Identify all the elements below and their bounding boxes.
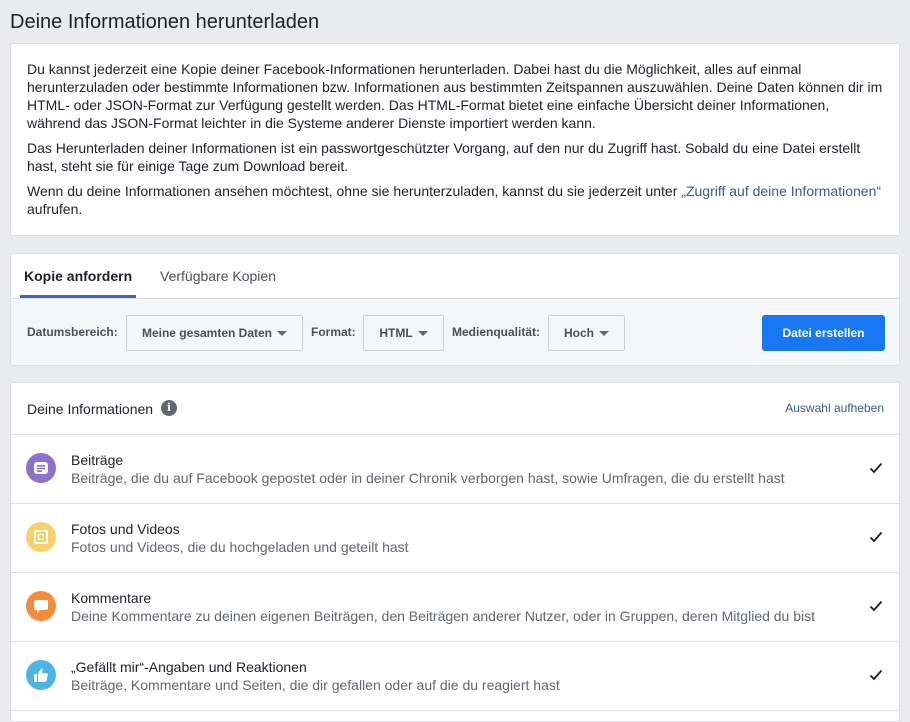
tab-available-copies[interactable]: Verfügbare Kopien: [160, 268, 276, 284]
category-description: Deine Kommentare zu deinen eigenen Beiträgen, den Beiträgen anderer Nutzer, oder in Gruppen, deren Mitglied du bist: [71, 608, 816, 624]
format-label: Format:: [311, 325, 356, 339]
category-description: Fotos und Videos, die du hochgeladen und geteilt hast: [71, 539, 409, 555]
date-range-select[interactable]: [126, 315, 303, 351]
create-file-button[interactable]: Datei erstellen: [762, 315, 885, 351]
deselect-all-link[interactable]: Auswahl aufheben: [785, 401, 884, 415]
media-quality-label: Medienqualität:: [452, 325, 541, 339]
access-your-information-link[interactable]: „Zugriff auf deine Informationen“: [681, 183, 882, 199]
caret-down-icon: [277, 331, 287, 336]
category-row-likes-reactions[interactable]: [11, 642, 899, 711]
info-icon[interactable]: i: [161, 400, 177, 416]
photos-icon: [26, 522, 56, 552]
check-icon[interactable]: [869, 668, 883, 682]
intro-paragraph-3: [27, 182, 883, 218]
filter-row: [11, 299, 899, 367]
info-header: [11, 383, 899, 435]
like-icon: [26, 660, 56, 690]
category-row-comments[interactable]: [11, 573, 899, 642]
date-range-value: Meine gesamten Daten: [141, 326, 273, 340]
intro-paragraph-2: Das Herunterladen deiner Informationen ist ein passwortgeschützter Vorgang, auf den nur du Zugriff hast. Sobald du eine Datei erstellt hast, steht sie für einige Tage zum Download bereit.: [27, 140, 861, 174]
tab-request-copy[interactable]: Kopie anfordern: [20, 254, 136, 298]
your-information-card: [10, 382, 900, 722]
category-title: Kommentare: [71, 590, 152, 606]
category-row-posts[interactable]: [11, 435, 899, 504]
check-icon[interactable]: [869, 530, 883, 544]
caret-down-icon: [418, 331, 428, 336]
tabs-bar: [11, 254, 899, 299]
intro-paragraph-3-text: Wenn du deine Informationen ansehen möchtest, ohne sie herunterzuladen, kannst du sie jederzeit unter: [27, 183, 682, 199]
category-title: Beiträge: [71, 452, 124, 468]
media-quality-value: Hoch: [564, 326, 594, 340]
category-row-photos-videos[interactable]: [11, 504, 899, 573]
date-range-label: Datumsbereich:: [27, 325, 118, 339]
posts-icon: [26, 453, 56, 483]
your-information-title: Deine Informationen: [27, 401, 154, 417]
format-value: HTML: [379, 326, 413, 340]
category-description: Beiträge, Kommentare und Seiten, die dir gefallen oder auf die du reagiert hast: [71, 677, 560, 693]
intro-paragraph-3-suffix: aufrufen.: [27, 201, 83, 217]
check-icon[interactable]: [869, 461, 883, 475]
format-select[interactable]: [363, 315, 444, 351]
category-description: Beiträge, die du auf Facebook gepostet oder in deiner Chronik verborgen hast, sowie Umfragen, die du erstellt hast: [71, 470, 785, 486]
category-title: Fotos und Videos: [71, 521, 180, 537]
intro-paragraph-1: Du kannst jederzeit eine Kopie deiner Facebook-Informationen herunterladen. Dabei hast du die Möglichkeit, alles auf einmal herunterzuladen oder bestimmte Informationen bzw. Informationen aus bestimmten Zeitspannen auszuwählen. Deine Daten können dir im HTML- oder JSON-Format zur Verfügung gestellt werden. Das HTML-Format bietet eine einfache Übersicht deiner Informationen, während das JSON-Format leichter in die Systeme anderer Dienste importiert werden kann.: [27, 61, 883, 131]
intro-card: [10, 43, 900, 236]
comment-icon: [26, 591, 56, 621]
request-card: [10, 253, 900, 366]
category-title: „Gefällt mir“-Angaben und Reaktionen: [71, 659, 307, 675]
caret-down-icon: [599, 331, 609, 336]
page-title: Deine Informationen herunterladen: [10, 11, 320, 33]
media-quality-select[interactable]: [548, 315, 625, 351]
check-icon[interactable]: [869, 599, 883, 613]
